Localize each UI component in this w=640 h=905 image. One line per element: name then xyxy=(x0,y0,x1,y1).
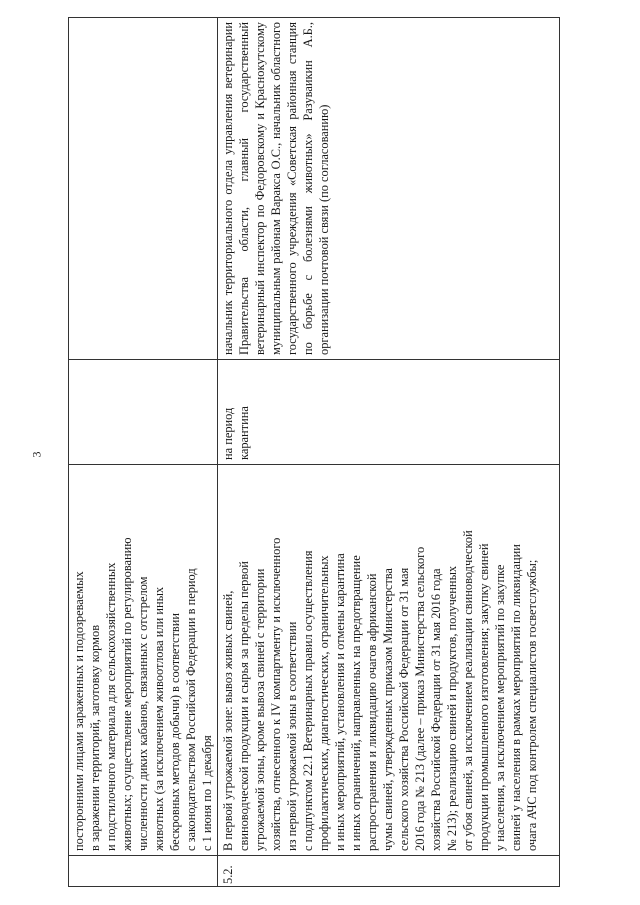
action-text-line: и иных мероприятий, установления и отмены карантина xyxy=(333,553,347,851)
action-text-line: с законодательством Российской Федерации в период xyxy=(184,568,198,851)
period-cell xyxy=(69,360,218,465)
action-text-line: животных (за исключением живоотлова или иных xyxy=(152,586,166,851)
action-text-line: очага АЧС под контролем специалистов госветслужбы; xyxy=(525,559,539,851)
action-text-line: профилактических, диагностических, ограничительных xyxy=(317,555,331,851)
action-text-line: хозяйства Российской Федерации от 31 мая 2016 года xyxy=(429,568,443,851)
action-text-line: из первой угрожаемой зоны в соответствии xyxy=(285,621,299,851)
action-text-line: свиней у населения в рамках мероприятий по ликвидации xyxy=(509,544,523,851)
action-text-line: 2016 года № 213 (далее – приказ Министерства сельского xyxy=(413,546,427,851)
page-number: 3 xyxy=(29,451,44,458)
action-text-line: численности диких кабанов, связанных с отстрелом xyxy=(136,576,150,851)
action-text-line: № 213); реализацию свиней и продуктов, полученных xyxy=(445,565,459,851)
action-text-line: свиноводческой продукции и сырья за пределы первой xyxy=(237,561,251,851)
action-text-line: сельского хозяйства Российской Федерации от 31 мая xyxy=(397,567,411,851)
action-text-line: угрожаемой зоны, кроме вывоза свиней с территории xyxy=(253,568,267,851)
action-text-line: с 1 июня по 1 декабря xyxy=(200,735,214,851)
responsible-cell xyxy=(69,18,218,360)
responsible-cell: начальник территориального отдела управления ветеринарии Правительства области, главный государственный ветеринарный инспектор по Федоровскому и Краснокутскому муниципальным районам Варакса О.С., начальник областного государственного учреждения «Советская районная станция по борьбе с болезнями животных» Разуваикин А.Б., организации почтовой связи (по согласованию) xyxy=(218,18,560,360)
action-text-line: продукции промышленного изготовления; закупку свиней xyxy=(477,543,491,851)
action-text-line: хозяйства, отнесенного к IV компартменту и исключенного xyxy=(269,537,283,851)
action-text-line: от убоя свиней, за исключением реализации свиноводческой xyxy=(461,530,475,851)
action-text-line: и подстилочного материала для сельскохозяйственных xyxy=(104,562,118,851)
action-text-line: чумы свиней, утвержденных приказом Министерства xyxy=(381,568,395,851)
action-text-line: В первой угрожаемой зоне: вывоз живых свиней, xyxy=(221,590,235,851)
table-row xyxy=(69,18,218,887)
action-text-line: распространения и ликвидацию очагов африканской xyxy=(365,573,379,851)
row-number-cell xyxy=(69,856,218,887)
action-text-line: и иных ограничений, направленных на предотвращение xyxy=(349,555,363,851)
action-cell xyxy=(69,465,218,856)
table-row xyxy=(218,18,560,887)
action-text-line: в заражении территорий, заготовку кормов xyxy=(88,624,102,851)
action-text-line: посторонними лицами зараженных и подозреваемых xyxy=(72,571,86,851)
action-text-line: животных; осуществление мероприятий по регулированию xyxy=(120,537,134,851)
measures-table xyxy=(68,17,560,887)
table-frame xyxy=(68,17,560,887)
row-number-cell: 5.2. xyxy=(218,856,560,887)
action-text-line: с подпунктом 22.1 Ветеринарных правил осуществления xyxy=(301,550,315,851)
period-cell: на период карантина xyxy=(218,360,560,465)
rotated-page xyxy=(68,17,560,887)
action-text-line: бескровных методов добычи) в соответствии xyxy=(168,612,182,851)
action-cell xyxy=(218,465,560,856)
action-text-line: у населения, за исключением мероприятий по закупке xyxy=(493,564,507,851)
